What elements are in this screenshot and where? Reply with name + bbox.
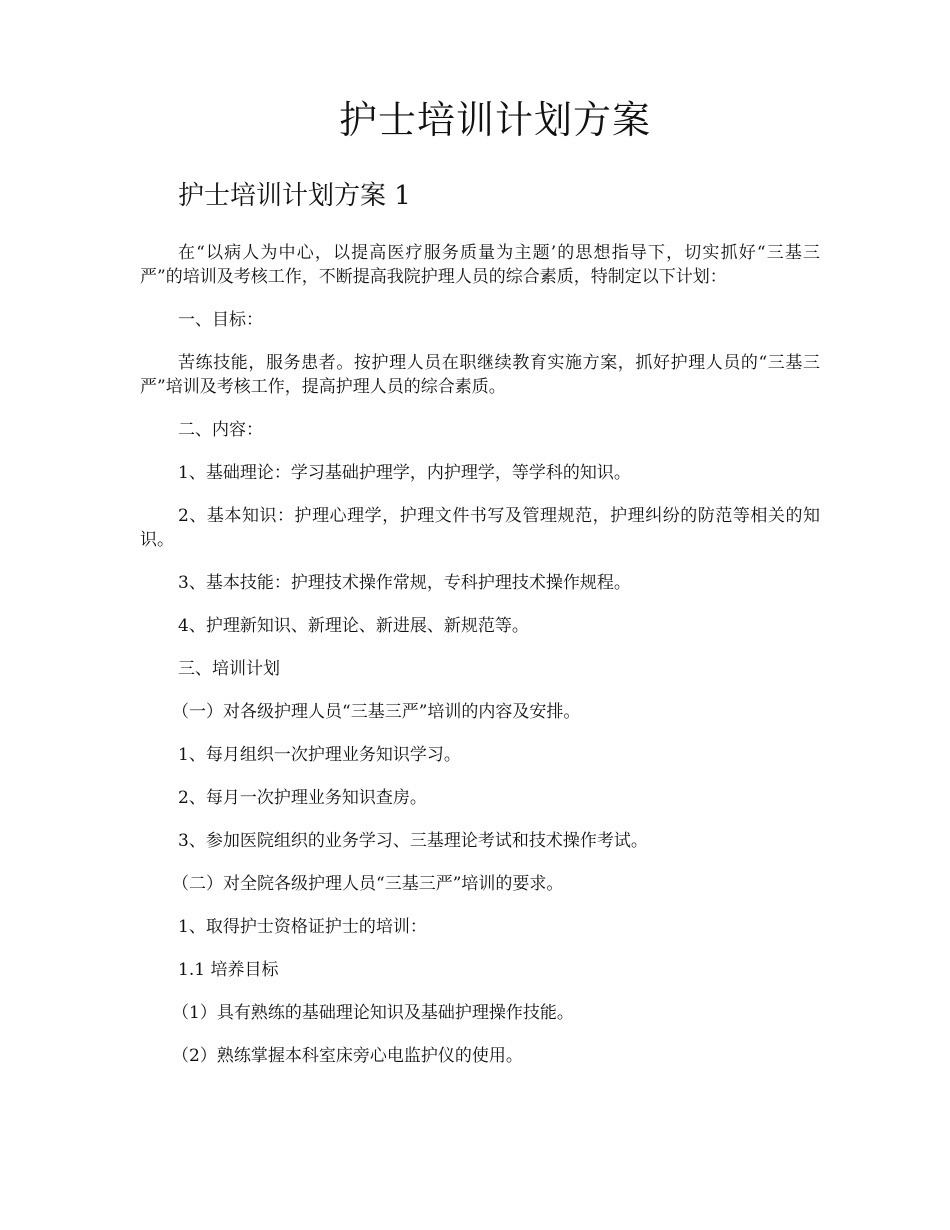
- paragraph-target-heading: 1.1 培养目标: [178, 960, 279, 980]
- paragraph-content-3: 3、基本技能：护理技术操作常规，专科护理技术操作规程。: [178, 573, 631, 593]
- paragraph-plan-heading: 三、培训计划: [178, 659, 280, 679]
- document-title: 护士培训计划方案: [338, 98, 651, 142]
- paragraph-content-heading: 二、内容：: [178, 420, 263, 440]
- paragraph-intro: 在“以病人为中心，以提高医疗服务质量为主题’的思想指导下，切实抓好“三基三严”的培训及考核工作，不断提高我院护理人员的综合素质，特制定以下计划：: [140, 243, 820, 287]
- paragraph-content-1: 1、基础理论：学习基础护理学，内护理学，等学科的知识。: [178, 463, 631, 483]
- document-body: [140, 241, 820, 1087]
- section-heading: 护士培训计划方案 1: [178, 181, 411, 211]
- paragraph-requirement-1: 1、取得护士资格证护士的培训：: [178, 917, 427, 937]
- paragraph-plan-sub-2: （二）对全院各级护理人员“三基三严”培训的要求。: [172, 874, 564, 894]
- paragraph-goal: 苦练技能，服务患者。按护理人员在职继续教育实施方案，抓好护理人员的“三基三严”培训及考核工作，提高护理人员的综合素质。: [140, 353, 820, 397]
- paragraph-content-4: 4、护理新知识、新理论、新进展、新规范等。: [178, 616, 529, 636]
- paragraph-target-2: （2）熟练掌握本科室床旁心电监护仪的使用。: [172, 1046, 523, 1066]
- paragraph-plan-1: 1、每月组织一次护理业务知识学习。: [178, 745, 461, 765]
- paragraph-plan-2: 2、每月一次护理业务知识查房。: [178, 788, 427, 808]
- paragraph-goal-heading: 一、目标：: [178, 310, 263, 330]
- paragraph-plan-3: 3、参加医院组织的业务学习、三基理论考试和技术操作考试。: [178, 831, 648, 851]
- paragraph-target-1: （1）具有熟练的基础理论知识及基础护理操作技能。: [172, 1003, 574, 1023]
- paragraph-content-2: 2、基本知识：护理心理学，护理文件书写及管理规范，护理纠纷的防范等相关的知识。: [140, 506, 820, 550]
- paragraph-plan-sub-1: （一）对各级护理人员“三基三严”培训的内容及安排。: [172, 702, 581, 722]
